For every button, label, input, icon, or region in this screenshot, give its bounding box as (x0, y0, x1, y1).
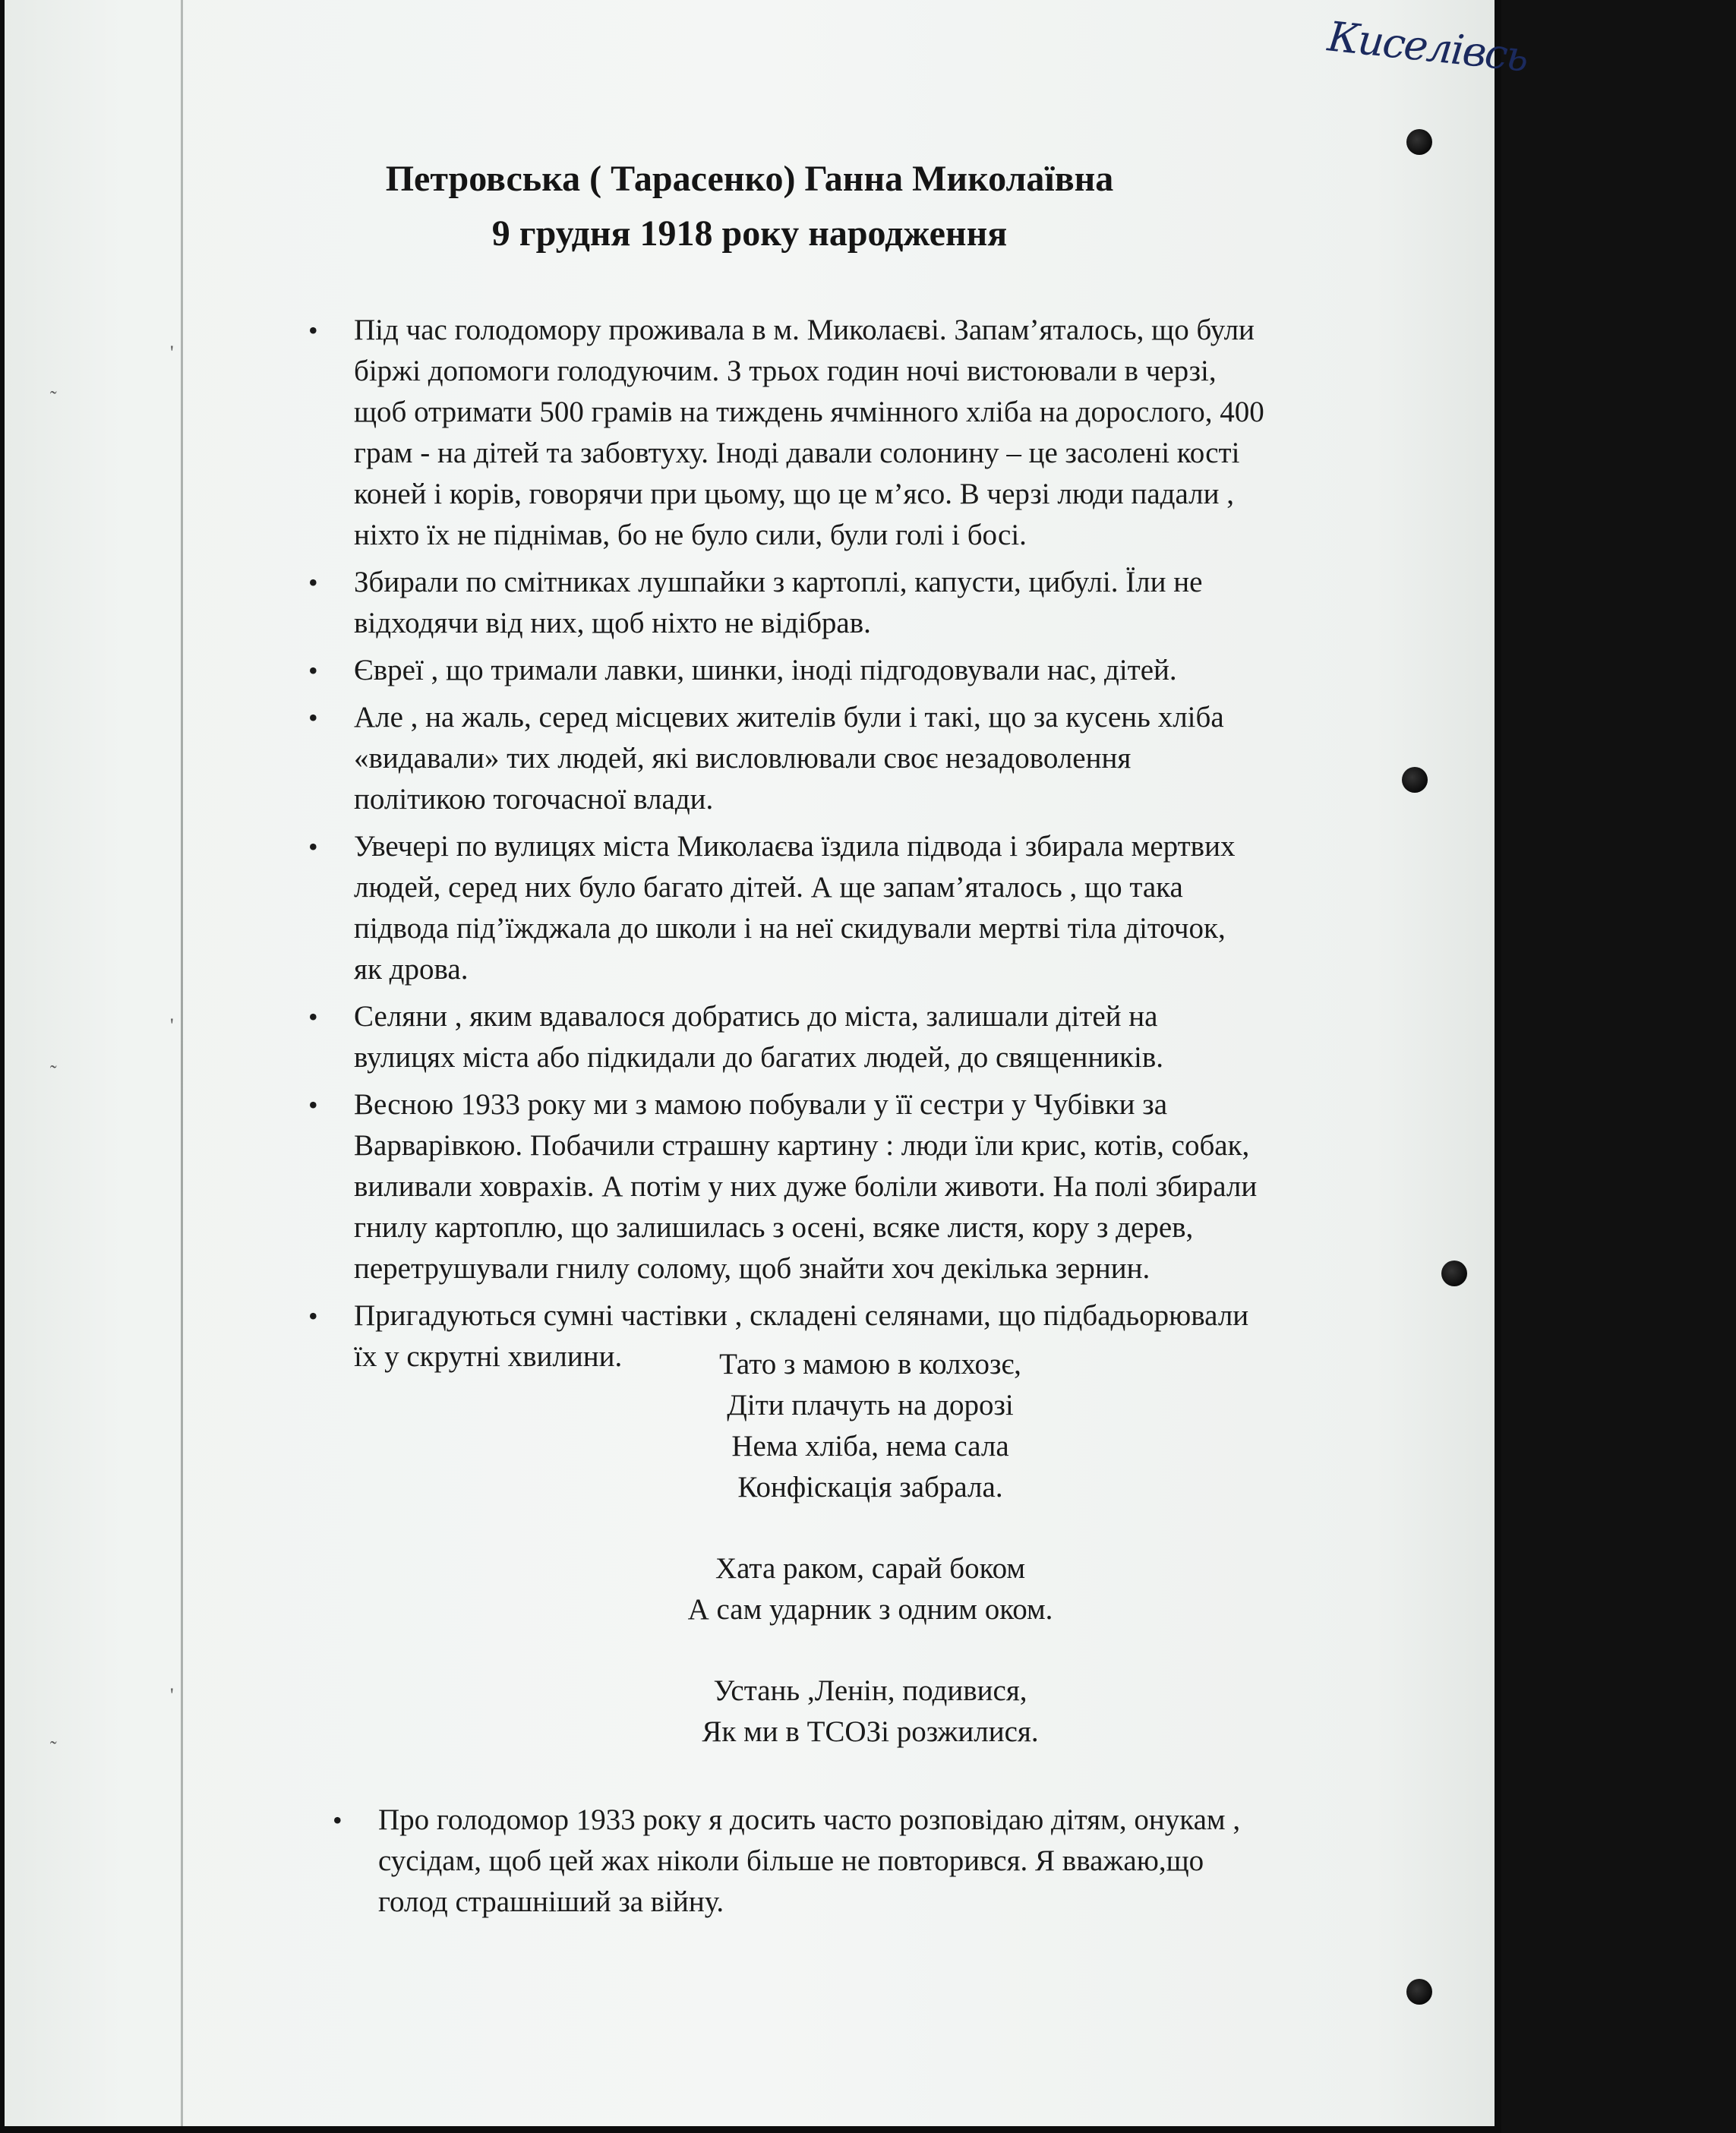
poem-stanza (5, 1671, 1736, 1753)
document-page (5, 0, 1530, 2126)
document-title (5, 152, 1495, 261)
poem-line: Устань ,Ленін, подивися, (713, 1674, 1027, 1707)
binding-shadow-line (181, 0, 183, 2126)
ink-speck: ' (170, 342, 174, 364)
list-item: • Під час голодомору проживала в м. Миколаєві. Запам’яталось, що були біржі допомоги голодуючим. З трьох годин ночі вистоювали в черзі, щоб отримати 500 грамів на тиждень ячмінного хліба на дорослого, 400 грам - на дітей та забовтуху. Іноді давали солонину – це засолені кості коней і корів, говорячи при цьому, що це м’ясо. В черзі люди падали , ніхто їх не піднімав, бо не було сили, були голі і босі. (308, 310, 1447, 556)
list-item: • Селяни , яким вдавалося добратись до міста, залишали дітей на вулицях міста або підкидали до багатих людей, до священників. (308, 996, 1447, 1078)
ink-speck: ˜ (50, 1737, 57, 1759)
poem-line: Тато з мамою в колхозє, (719, 1348, 1021, 1380)
poem-line: Як ми в ТСОЗі розжилися. (702, 1715, 1039, 1748)
list-item: • Збирали по смітниках лушпайки з картоплі, капусти, цибулі. Їли не відходячи від них, щоб ніхто не відібрав. (308, 562, 1447, 644)
list-item: • Євреї , що тримали лавки, шинки, іноді підгодовували нас, дітей. (308, 650, 1447, 691)
list-item: • Весною 1933 року ми з мамою побували у її сестри у Чубівки за Варварівкою. Побачили страшну картину : люди їли крис, котів, собак, виливали ховрахів. А потім у них дуже боліли животи. На полі збирали гнилу картоплю, що залишилась з осені, всяке листя, кору з дерев, перетрушували гнилу солому, щоб знайти хоч декілька зернин. (308, 1084, 1447, 1289)
ink-speck: ' (170, 1684, 174, 1706)
list-item: • Про голодомор 1933 року я досить часто розповідаю дітям, онукам , сусідам, щоб цей жах ніколи більше не повторився. Я вважаю,що голод страшніший за війну. (333, 1800, 1457, 1923)
ink-speck: ˜ (50, 387, 57, 409)
punch-hole (1406, 129, 1432, 155)
title-birthdate: 9 грудня 1918 року народження (491, 213, 1008, 254)
handwritten-note: Киселівсь (1325, 12, 1530, 81)
poem-line: Діти плачуть на дорозі (727, 1389, 1014, 1421)
poem-line: А сам ударник з одним оком. (687, 1593, 1053, 1626)
ink-speck: ' (170, 1014, 174, 1037)
closing-statement (333, 1800, 1457, 1929)
punch-hole (1406, 1979, 1432, 2005)
closing-list (333, 1800, 1457, 1923)
list-item: • Пригадуються сумні частівки , складені селянами, що підбадьорювали їх у скрутні хвилини. (308, 1295, 1447, 1377)
poem-line: Конфіскація забрала. (737, 1471, 1003, 1504)
poem-stanza (5, 1548, 1736, 1630)
poem-stanza (5, 1344, 1736, 1508)
testimony-body (308, 310, 1447, 1384)
poem-line: Хата раком, сарай боком (715, 1552, 1026, 1585)
testimony-list (308, 310, 1447, 1377)
poem-line: Нема хліба, нема сала (731, 1430, 1009, 1462)
ink-speck: ˜ (50, 1062, 57, 1084)
folk-verses (5, 1344, 1736, 1793)
title-name: Петровська ( Тарасенко) Ганна Миколаївна (385, 159, 1114, 199)
list-item: • Увечері по вулицях міста Миколаєва їздила підвода і збирала мертвих людей, серед них було багато дітей. А ще запам’яталось , що така підвода під’їжджала до школи і на неї скидували мертві тіла діточок, як дрова. (308, 826, 1447, 990)
list-item: • Але , на жаль, серед місцевих жителів були і такі, що за кусень хліба «видавали» тих людей, які висловлювали своє незадоволення політикою тогочасної влади. (308, 697, 1447, 820)
